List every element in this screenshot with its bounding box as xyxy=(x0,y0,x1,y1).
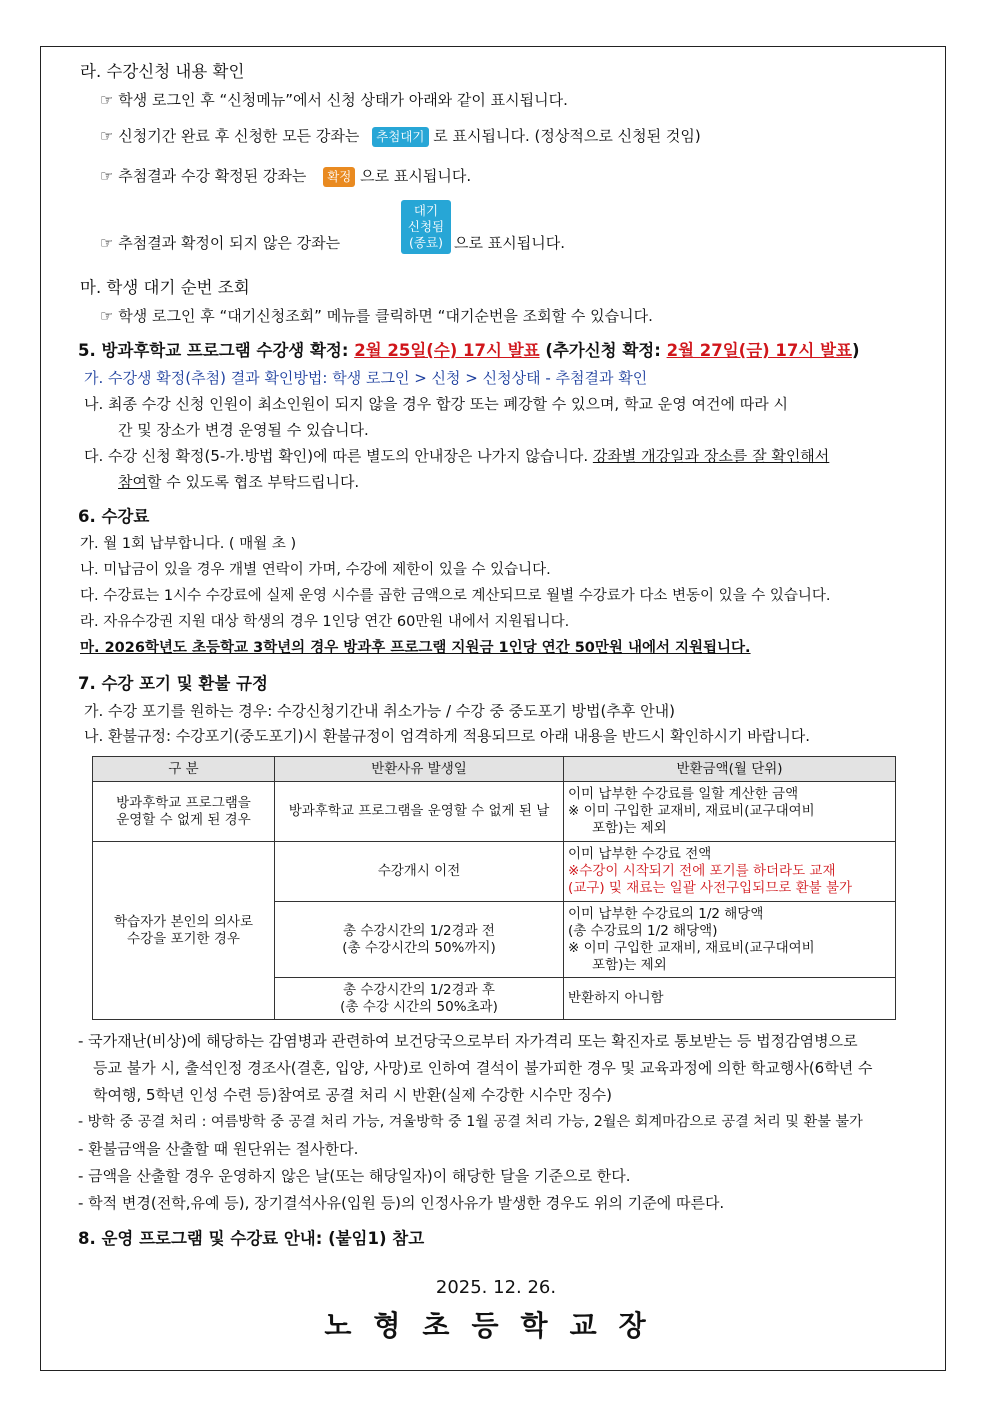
note-1b: 등교 불가 시, 출석인정 경조사(결혼, 입양, 사망)로 인하여 결석이 불가피한 경우 및 교육과정에 의한 학교행사(6학년 수 xyxy=(93,1059,873,1077)
note-1c: 학여행, 5학년 인성 수련 등)참여로 공결 처리 시 반환(실제 수강한 시수만 징수) xyxy=(93,1086,613,1104)
cell-line: 이미 납부한 수강료의 1/2 해당액 xyxy=(568,905,764,922)
table-cell xyxy=(564,902,896,978)
section-ra-line-4-end: 으로 표시됩니다. xyxy=(454,234,565,252)
table-header: 반환사유 발생일 xyxy=(275,757,564,782)
cell-line: (교구) 및 재료는 일괄 사전구입되므로 환불 불가 xyxy=(568,880,853,896)
table-header: 구 분 xyxy=(93,757,275,782)
table-row xyxy=(93,782,896,842)
table-cell xyxy=(93,842,275,1020)
line-text: 으로 표시됩니다. xyxy=(360,167,472,185)
section-ra-line-1: ☞ 학생 로그인 후 “신청메뉴”에서 신청 상태가 아래와 같이 표시됩니다. xyxy=(100,91,568,109)
lottery-wait-badge: 추첨대기 xyxy=(372,127,428,147)
badge-line: 대기 xyxy=(413,203,439,218)
section-ma-line-1: ☞ 학생 로그인 후 “대기신청조회” 메뉴를 클릭하면 “대기순번을 조회할 수 있습니다. xyxy=(100,307,653,325)
section-6-ra: 라. 자유수강권 지원 대상 학생의 경우 1인당 연간 60만원 내에서 지원됩니다. xyxy=(80,614,570,630)
section-6-na: 나. 미납금이 있을 경우 개별 연락이 가며, 수강에 제한이 있을 수 있습니다. xyxy=(80,562,551,578)
note-4: - 금액을 산출할 경우 운영하지 않은 날(또는 해당일자)이 해당한 달을 기준으로 한다. xyxy=(78,1167,631,1185)
table-header-row xyxy=(93,757,896,782)
badge-line: (종료) xyxy=(409,235,443,250)
announce-date: 2월 25일(수) 17시 발표 xyxy=(354,341,540,360)
line-text: ☞ 추첨결과 확정이 되지 않은 강좌는 xyxy=(100,234,341,252)
table-cell: 방과후학교 프로그램을 운영할 수 없게 된 날 xyxy=(275,782,564,842)
issue-date: 2025. 12. 26. xyxy=(435,1277,557,1298)
cell-line: 방과후학교 프로그램을 xyxy=(116,794,251,811)
section-ra-line-2 xyxy=(100,126,701,147)
section-5-na-2: 간 및 장소가 변경 운영될 수 있습니다. xyxy=(118,421,369,439)
line-text: ☞ 추첨결과 수강 확정된 강좌는 xyxy=(100,167,307,185)
cell-line: ※ 이미 구입한 교재비, 재료비(교구대여비 xyxy=(568,939,815,956)
section-ra-line-3 xyxy=(100,166,471,187)
section-ra-title: 라. 수강신청 내용 확인 xyxy=(80,62,245,81)
cell-line: (총 수강시간의 50%까지) xyxy=(342,939,496,956)
section-6-da: 다. 수강료는 1시수 수강료에 실제 운영 시수를 곱한 금액으로 계산되므로 월별 수강료가 다소 변동이 있을 수 있습니다. xyxy=(80,588,831,604)
cell-line: 이미 납부한 수강료를 일할 계산한 금액 xyxy=(568,786,799,802)
cell-line: 포함)는 제외 xyxy=(592,956,667,973)
cell-line: 수강을 포기한 경우 xyxy=(127,930,240,947)
table-cell: 반환하지 아니함 xyxy=(564,978,896,1020)
cell-line: 총 수강시간의 1/2경과 후 xyxy=(343,981,495,998)
badge-line: 신청됨 xyxy=(407,219,445,234)
line-text: 로 표시됩니다. (정상적으로 신청된 것임) xyxy=(433,127,701,145)
line-text: 다. 수강 신청 확정(5-가.방법 확인)에 따른 별도의 안내장은 나가지 않습니다. xyxy=(84,447,593,465)
cell-line: ※수강이 시작되기 전에 포기를 하더라도 교재 xyxy=(568,863,836,879)
section-5-da-2 xyxy=(118,472,359,492)
table-cell xyxy=(564,842,896,902)
refund-table xyxy=(92,756,896,1020)
line-text: ☞ 신청기간 완료 후 신청한 모든 강좌는 xyxy=(100,127,360,145)
note-1a: - 국가재난(비상)에 해당하는 감염병과 관련하여 보건당국으로부터 자가격리 또는 확진자로 통보받는 등 법정감염병으로 xyxy=(78,1032,858,1050)
cell-line: (총 수강 시간의 50%초과) xyxy=(340,998,498,1015)
note-2: - 방학 중 공결 처리 : 여름방학 중 공결 처리 가능, 겨울방학 중 1월 공결 처리 가능, 2월은 회계마감으로 공결 처리 및 환불 불가 xyxy=(78,1114,863,1130)
section-8-title: 8. 운영 프로그램 및 수강료 안내: (붙임1) 참고 xyxy=(78,1229,425,1248)
cell-line: (총 수강료의 1/2 해당액) xyxy=(568,922,718,939)
title-text: 5. 방과후학교 프로그램 수강생 확정: xyxy=(78,341,355,360)
cell-line: 운영할 수 없게 된 경우 xyxy=(116,811,251,828)
cell-line: 이미 납부한 수강료 전액 xyxy=(568,846,712,862)
table-cell xyxy=(564,782,896,842)
section-5-title xyxy=(78,341,860,361)
underlined-text: 강좌별 개강일과 장소를 잘 확인해서 xyxy=(592,447,830,465)
table-cell xyxy=(93,782,275,842)
table-header: 반환금액(월 단위) xyxy=(564,757,896,782)
section-6-title: 6. 수강료 xyxy=(78,507,150,526)
underlined-text: 참여 xyxy=(118,473,147,491)
section-5-ga: 가. 수강생 확정(추첨) 결과 확인방법: 학생 로그인 > 신청 > 신청상태 - 추첨결과 확인 xyxy=(84,369,648,387)
section-6-ga: 가. 월 1회 납부합니다. ( 매월 초 ) xyxy=(80,536,297,552)
section-7-title: 7. 수강 포기 및 환불 규정 xyxy=(78,674,268,693)
table-row xyxy=(93,842,896,902)
title-text: ) xyxy=(851,341,860,360)
cell-line: 포함)는 제외 xyxy=(592,820,667,836)
note-3: - 환불금액을 산출할 때 원단위는 절사한다. xyxy=(78,1140,359,1158)
section-7-na: 나. 환불규정: 수강포기(중도포기)시 환불규정이 엄격하게 적용되므로 아래 내용을 반드시 확인하시기 바랍니다. xyxy=(84,727,811,745)
cell-line: ※ 이미 구입한 교재비, 재료비(교구대여비 xyxy=(568,803,815,819)
section-ma-title: 마. 학생 대기 순번 조회 xyxy=(80,278,250,297)
line-text: 할 수 있도록 협조 부탁드립니다. xyxy=(146,473,360,491)
additional-announce-date: 2월 27일(금) 17시 발표 xyxy=(666,341,852,360)
waiting-badge xyxy=(401,200,451,254)
signer: 노형초등학교장 xyxy=(324,1309,668,1342)
section-7-ga: 가. 수강 포기를 원하는 경우: 수강신청기간내 취소가능 / 수강 중 중도포기 방법(추후 안내) xyxy=(84,702,675,720)
table-cell xyxy=(275,978,564,1020)
title-text: (추가신청 확정: xyxy=(539,341,667,360)
section-5-da-1 xyxy=(84,446,829,466)
section-6-ma: 마. 2026학년도 초등학교 3학년의 경우 방과후 프로그램 지원금 1인당 연간 50만원 내에서 지원됩니다. xyxy=(80,640,751,656)
cell-line: 총 수강시간의 1/2경과 전 xyxy=(343,922,495,939)
table-cell: 수강개시 이전 xyxy=(275,842,564,902)
cell-line: 학습자가 본인의 의사로 xyxy=(114,913,253,930)
confirmed-badge: 확정 xyxy=(323,167,355,187)
section-ra-line-4 xyxy=(100,233,340,253)
table-cell xyxy=(275,902,564,978)
section-5-na-1: 나. 최종 수강 신청 인원이 최소인원이 되지 않을 경우 합강 또는 폐강할 수 있으며, 학교 운영 여건에 따라 시 xyxy=(84,395,788,413)
note-5: - 학적 변경(전학,유예 등), 장기결석사유(입원 등)의 인정사유가 발생한 경우도 위의 기준에 따른다. xyxy=(78,1194,725,1212)
